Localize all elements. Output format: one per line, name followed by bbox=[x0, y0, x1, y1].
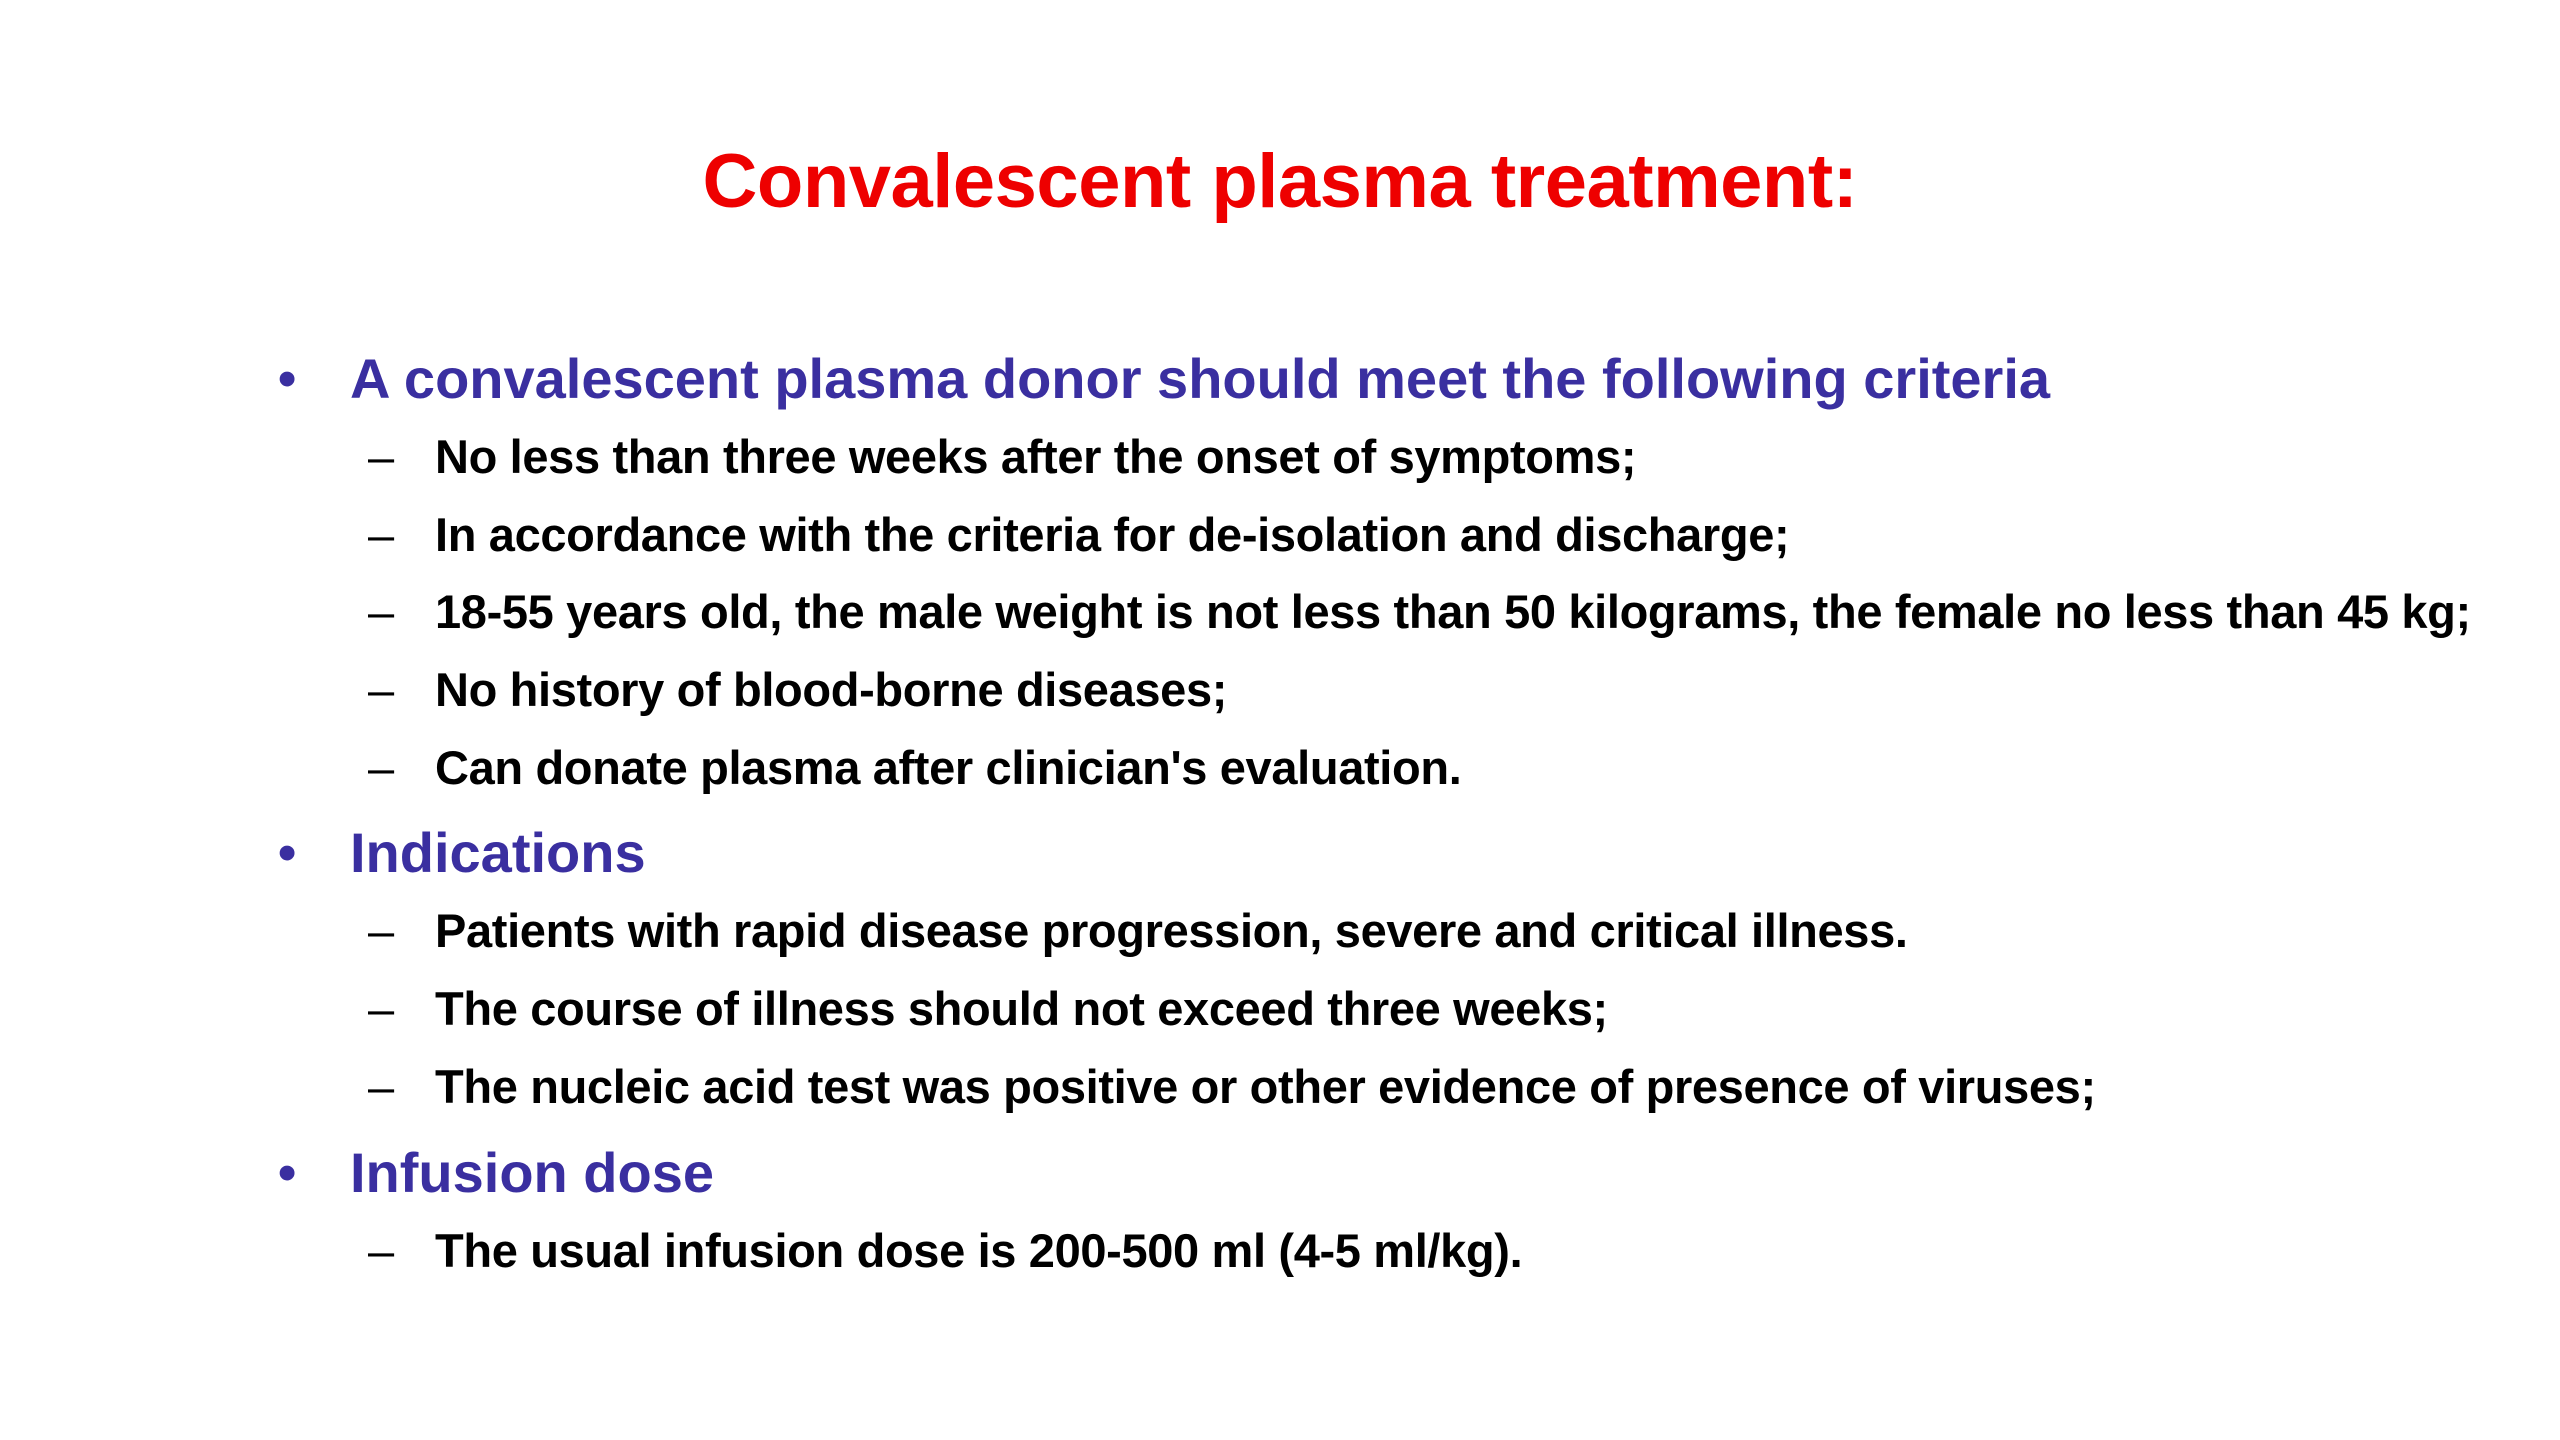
sub-item-text: No history of blood-borne diseases; bbox=[435, 663, 1228, 717]
bullet-dot-icon: • bbox=[278, 350, 297, 408]
dash-icon: – bbox=[368, 585, 394, 639]
sub-item-text: Patients with rapid disease progression, severe and critical illness. bbox=[435, 904, 1908, 958]
dash-icon: – bbox=[368, 663, 394, 717]
sub-item-text: No less than three weeks after the onset of symptoms; bbox=[435, 430, 1637, 483]
dash-icon: – bbox=[368, 507, 394, 561]
sub-item-text: In accordance with the criteria for de-isolation and discharge; bbox=[435, 507, 1790, 561]
slide-content bbox=[272, 340, 2532, 1289]
sub-item-text: The nucleic acid test was positive or other evidence of presence of viruses; bbox=[435, 1059, 2096, 1113]
dash-icon: – bbox=[368, 904, 394, 958]
bullet-heading-text: Indications bbox=[350, 821, 646, 885]
bullet-heading bbox=[272, 1134, 2532, 1212]
dash-icon: – bbox=[368, 1223, 394, 1277]
slide-title: Convalescent plasma treatment: bbox=[702, 139, 1858, 224]
sub-list bbox=[272, 892, 2532, 1125]
sub-item-text: Can donate plasma after clinician's evaluation. bbox=[435, 740, 1462, 794]
bullet-heading bbox=[272, 340, 2532, 418]
sub-item bbox=[272, 1048, 2532, 1126]
sub-list bbox=[272, 418, 2532, 806]
sub-item bbox=[272, 651, 2532, 729]
section-donor-criteria bbox=[272, 340, 2532, 806]
dash-icon: – bbox=[368, 982, 394, 1036]
dash-icon: – bbox=[368, 1059, 394, 1113]
dash-icon: – bbox=[368, 430, 394, 483]
dash-icon: – bbox=[368, 740, 394, 794]
sub-item-text: The usual infusion dose is 200-500 ml (4-5 ml/kg). bbox=[435, 1223, 1523, 1277]
sub-item bbox=[272, 418, 2532, 496]
bullet-heading-text: Infusion dose bbox=[350, 1140, 714, 1204]
sub-item bbox=[272, 892, 2532, 970]
sub-item bbox=[272, 496, 2532, 574]
section-infusion-dose bbox=[272, 1134, 2532, 1290]
sub-item bbox=[272, 573, 2532, 651]
sub-item-text: 18-55 years old, the male weight is not less than 50 kilograms, the female no less than 45 kg; bbox=[435, 585, 2471, 639]
bullet-heading-text: A convalescent plasma donor should meet the following criteria bbox=[350, 347, 2051, 410]
bullet-dot-icon: • bbox=[278, 1143, 297, 1202]
section-indications bbox=[272, 814, 2532, 1125]
sub-item-text: The course of illness should not exceed three weeks; bbox=[435, 982, 1608, 1036]
sub-list bbox=[272, 1212, 2532, 1290]
bullet-dot-icon: • bbox=[278, 824, 297, 883]
sub-item bbox=[272, 1212, 2532, 1290]
sub-item bbox=[272, 729, 2532, 807]
bullet-heading bbox=[272, 814, 2532, 892]
sub-item bbox=[272, 970, 2532, 1048]
